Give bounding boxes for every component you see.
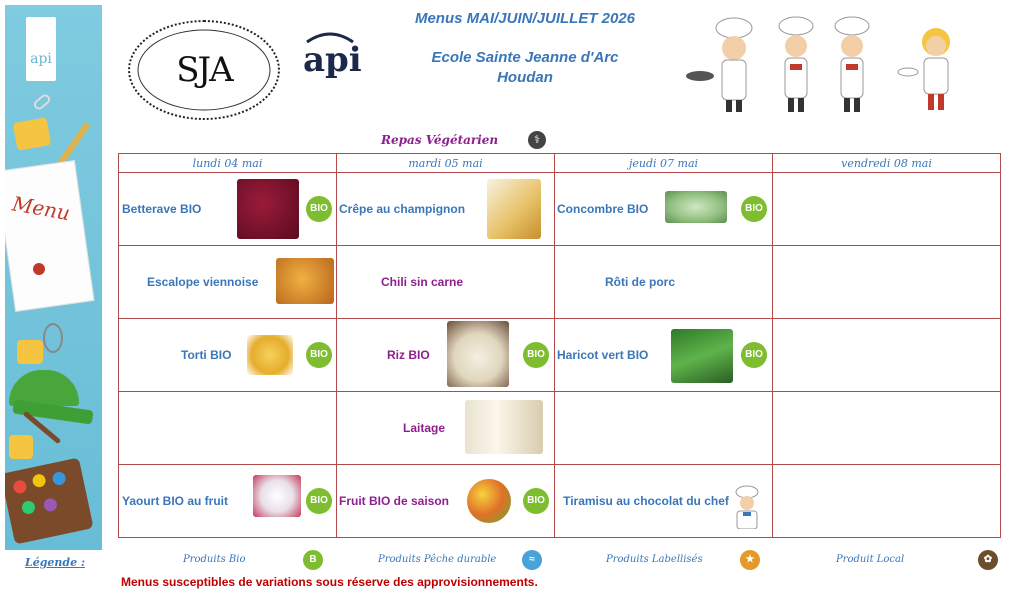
dish-name: Tiramisu au chocolat du chef bbox=[563, 494, 729, 508]
table-row bbox=[119, 173, 1001, 246]
food-card-icon bbox=[13, 117, 51, 150]
dish-name: Crêpe au champignon bbox=[339, 202, 466, 216]
burger-card-icon bbox=[17, 340, 43, 364]
chef-icon bbox=[729, 485, 765, 529]
dish-name: Concombre BIO bbox=[557, 202, 649, 216]
menu-cell bbox=[119, 465, 337, 538]
legend-title: Légende : bbox=[25, 556, 86, 569]
api-logo bbox=[303, 40, 362, 80]
quality-label-icon: ★ bbox=[740, 550, 760, 570]
dish-name: Chili sin carne bbox=[381, 275, 464, 289]
local-product-icon: ✿ bbox=[978, 550, 998, 570]
decorative-sidebar bbox=[5, 5, 102, 550]
supply-note: Menus susceptibles de variations sous réserve des approvisionnements. bbox=[121, 575, 538, 589]
menu-cell bbox=[337, 173, 555, 246]
school-city: Houdan bbox=[497, 69, 553, 86]
beetroot-photo bbox=[237, 179, 299, 239]
sidebar-logo-text: api bbox=[30, 51, 52, 67]
menu-cell bbox=[337, 319, 555, 392]
chef-icon bbox=[898, 28, 950, 110]
table-row bbox=[119, 465, 1001, 538]
meat-card-icon bbox=[9, 435, 33, 459]
sja-logo-text: SJA bbox=[176, 50, 232, 90]
day-header: lundi 04 mai bbox=[119, 154, 337, 173]
menu-cell bbox=[773, 319, 1001, 392]
bio-badge-icon: BIO bbox=[741, 196, 767, 222]
days-header-row bbox=[119, 154, 1001, 173]
bio-badge-icon: BIO bbox=[523, 342, 549, 368]
menu-cell bbox=[337, 246, 555, 319]
menu-cell bbox=[119, 392, 337, 465]
menu-cell bbox=[773, 392, 1001, 465]
menu-paper bbox=[5, 160, 94, 312]
cucumber-photo bbox=[665, 191, 727, 223]
legend-local-label: Produit Local bbox=[836, 554, 905, 565]
bio-badge-icon: BIO bbox=[306, 488, 332, 514]
sja-ring-icon bbox=[130, 22, 278, 118]
dish-name: Torti BIO bbox=[181, 348, 232, 362]
menu-cell bbox=[119, 246, 337, 319]
yogurt-photo bbox=[253, 475, 301, 517]
legend-label-label: Produits Labellisés bbox=[606, 554, 703, 565]
menu-table bbox=[118, 153, 1001, 538]
whisk-icon bbox=[43, 323, 63, 353]
dish-name: Rôti de porc bbox=[605, 275, 676, 289]
sustainable-fishing-icon: ≈ bbox=[522, 550, 542, 570]
paperclip-icon bbox=[32, 92, 52, 111]
dish-name: Yaourt BIO au fruit bbox=[122, 494, 229, 508]
menu-cell bbox=[555, 173, 773, 246]
day-header: jeudi 07 mai bbox=[555, 154, 773, 173]
dish-name: Escalope viennoise bbox=[147, 275, 259, 289]
rice-photo bbox=[447, 321, 509, 387]
chef-icon bbox=[686, 18, 752, 112]
sja-school-logo bbox=[128, 20, 280, 120]
sidebar-api-logo bbox=[26, 17, 56, 81]
day-header: mardi 05 mai bbox=[337, 154, 555, 173]
compass-icon bbox=[33, 263, 45, 275]
bio-badge-icon: BIO bbox=[523, 488, 549, 514]
bio-badge-icon: BIO bbox=[741, 342, 767, 368]
menu-paper-text: Menu bbox=[10, 191, 72, 226]
bio-badge-icon: B bbox=[303, 550, 323, 570]
chef-icon bbox=[779, 17, 813, 112]
crepe-photo bbox=[487, 179, 541, 239]
chefs-illustration bbox=[686, 16, 986, 114]
menu-cell bbox=[555, 392, 773, 465]
menu-cell bbox=[555, 465, 773, 538]
vegetarian-icon: ⚕ bbox=[528, 131, 546, 149]
dish-name: Fruit BIO de saison bbox=[339, 494, 450, 508]
menu-cell bbox=[773, 465, 1001, 538]
fruit-photo bbox=[467, 479, 511, 523]
table-row bbox=[119, 392, 1001, 465]
dish-name: Betterave BIO bbox=[122, 202, 202, 216]
bio-badge-icon: BIO bbox=[306, 196, 332, 222]
table-row bbox=[119, 319, 1001, 392]
menu-cell bbox=[555, 319, 773, 392]
table-row bbox=[119, 246, 1001, 319]
api-arc-icon bbox=[305, 30, 355, 44]
menu-cell bbox=[337, 392, 555, 465]
menu-cell bbox=[555, 246, 773, 319]
escalope-photo bbox=[276, 258, 334, 304]
school-name: Ecole Sainte Jeanne d'Arc bbox=[431, 49, 619, 66]
dairy-photo bbox=[465, 400, 543, 454]
dish-name: Laitage bbox=[403, 421, 446, 435]
bio-badge-icon: BIO bbox=[306, 342, 332, 368]
menu-cell bbox=[773, 246, 1001, 319]
menu-cell bbox=[773, 173, 1001, 246]
dish-name: Riz BIO bbox=[387, 348, 430, 362]
vegetarian-label: Repas Végétarien bbox=[381, 133, 499, 147]
api-logo-text: api bbox=[303, 40, 362, 80]
chef-icon bbox=[835, 17, 869, 112]
dish-name: Haricot vert BIO bbox=[557, 348, 649, 362]
green-beans-photo bbox=[671, 329, 733, 383]
legend-fish-label: Produits Pêche durable bbox=[378, 554, 497, 565]
legend-bio-label: Produits Bio bbox=[183, 554, 246, 565]
day-header: vendredi 08 mai bbox=[773, 154, 1001, 173]
menu-cell bbox=[119, 173, 337, 246]
paint-palette-icon bbox=[5, 457, 94, 544]
menu-cell bbox=[337, 465, 555, 538]
pasta-photo bbox=[247, 335, 293, 375]
menu-cell bbox=[119, 319, 337, 392]
page-title: Menus MAI/JUIN/JUILLET 2026 bbox=[414, 10, 636, 27]
